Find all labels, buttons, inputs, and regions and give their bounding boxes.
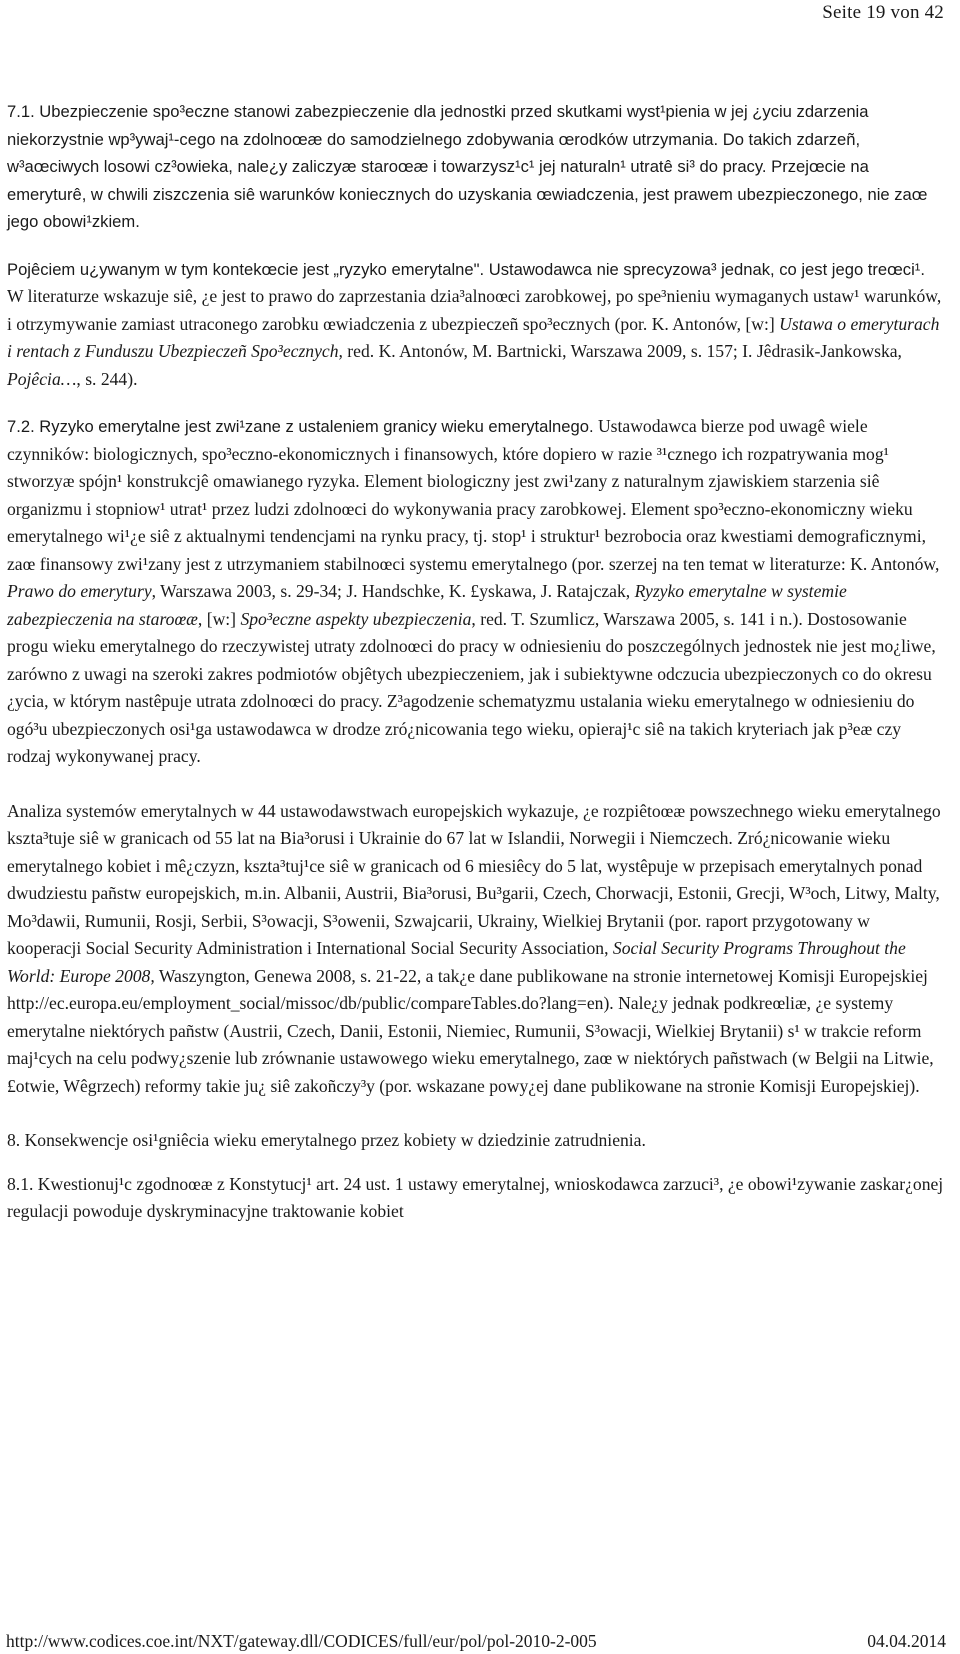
paragraph-8-1: [7, 1171, 945, 1226]
citation-title: Ustawa o emeryturach i rentach z Funduszu Ubezpieczeñ Spo³ecznych,: [7, 313, 940, 361]
citation-title: Prawo do emerytury: [7, 581, 152, 601]
text-run: , [w:]: [197, 608, 241, 629]
text-run: , red. T. Szumlicz, Warszawa 2005, s. 141 i n.). Dostosowanie progu wieku emerytalnego do rzeczywistej utraty zdolnoœci do pracy w odniesieniu do poszczególnych jednostek nie jest mo¿liwe, zarówno z uwagi na szeroki zakres podmiotów objêtych ubezpieczeniem, jak i subiektywne odczucia ubezpieczonych co do okresu ¿ycia, w którym nastêpuje utrata zdolnoœci do pracy. Z³agodzenie schematyzmu ustalania wieku emerytalnego w odniesieniu do ogó³u ubezpieczonych osi¹ga ustawodawca w drodze zró¿nicowania tego wieku, opieraj¹c siê na takich kryteriach jak p³eæ czy rodzaj wykonywanej pracy.: [7, 608, 936, 766]
text-run: 8.1. Kwestionuj¹c zgodnoœæ z Konstytucj¹ art. 24 ust. 1 ustawy emerytalnej, wnioskodawca zarzuci³, ¿e obowi¹zywanie zaskar¿onej regulacji powoduje dyskryminacyjne traktowanie kobiet: [7, 1173, 944, 1221]
document-body: [7, 98, 945, 1226]
text-run: Ustawodawca bierze pod uwagê wiele czynników: biologicznych, spo³eczno-ekonomicznych i finansowych, które dopiero w razie ³¹cznego ich rozpatrywania mog¹ stworzyæ spójn¹ konstrukcjê omawianego ryzyka. Element biologiczny jest zwi¹zany z naturalnym zjawiskiem starzenia siê organizmu i stopniow¹ utrat¹ przez ludzi zdolnoœci do wykonywania pracy zarobkowej. Element spo³eczno-ekonomiczny wieku emerytalnego wi¹¿e siê z aktualnymi tendencjami na rynku pracy, tj. stop¹ i struktur¹ bezrobocia oraz kwestiami demograficznymi, zaœ finansowy zwi¹zany jest z utrzymaniem stabilnoœci systemu emerytalnego (por. szerzej na ten temat w literaturze: K. Antonów,: [7, 416, 940, 574]
text-run: 7.1. Ubezpieczenie spo³eczne stanowi zabezpieczenie dla jednostki przed skutkami wyst¹pienia w jej ¿yciu zdarzenia niekorzystnie wp³ywaj¹-cego na zdolnoœæ do samodzielnego zdobywania œrodków utrzymania.: [7, 102, 869, 149]
citation-title: Pojêcia…: [7, 368, 77, 389]
paragraph-7-1: [7, 98, 945, 236]
text-run: Przejœcie na emeryturê, w chwili ziszczenia siê warunków koniecznych do uzyskania œwiadczenia, jest prawem ubezpieczonego, nie zaœ jego obowi¹zkiem.: [7, 157, 928, 231]
paragraph-7-2: [7, 413, 945, 771]
text-run: , Warszawa 2003, s. 29-34; J. Handschke, K. £yskawa, J. Ratajczak,: [151, 581, 635, 601]
citation-title: Spo³eczne aspekty ubezpieczenia: [240, 608, 472, 629]
source-url-link[interactable]: http://www.codices.coe.int/NXT/gateway.dll/CODICES/full/eur/pol/pol-2010-2-005: [6, 1631, 597, 1651]
text-run: Waszyngton, Genewa 2008, s. 21-22, a tak¿e dane publikowane na stronie internetowej Komisji Europejskiej http://ec.europa.eu/employment_social/missoc/db/public/compareTables.do?lang=en). Nale¿y jednak podkreœliæ, ¿e systemy emerytalne niektórych pañstw (Austrii, Czech, Danii, Estonii, Niemiec, Rumunii, S³owacji, Wielkiej Brytanii) s¹ w trakcie reform maj¹cych na celu podwy¿szenie lub zrównanie ustawowego wieku emerytalnego, zaœ w niektórych pañstwach (w Belgii na Litwie, £otwie, Wêgrzech) reformy takie ju¿ siê zakoñczy³y (por. wskazane powy¿ej dane publikowane na stronie Komisji Europejskiej).: [7, 965, 934, 1096]
print-date: 04.04.2014: [867, 1631, 946, 1651]
page-footer: [6, 1631, 946, 1652]
citation-title: Social Security Programs Throughout the World: Europe 2008,: [7, 938, 906, 986]
text-run: Do takich zdarzeñ, w³aœciwych losowi cz³owieka, nale¿y zaliczyæ staroœæ i towarzysz¹c¹ jej naturaln¹ utratê si³ do pracy.: [7, 129, 861, 176]
text-run: Analiza systemów emerytalnych w 44 ustawodawstwach europejskich wykazuje, ¿e rozpiêtoœæ powszechnego wieku emerytalnego kszta³tuje siê w granicach od 55 lat na Bia³orusi i Ukrainie do 67 lat w Islandii, Norwegii i Niemczech. Zró¿nicowanie wieku emerytalnego kobiet i mê¿czyzn, kszta³tuj¹ce siê w granicach od 6 miesiêcy do 5 lat, wystêpuje w przepisach emerytalnych ponad dwudziestu pañstw europejskich, m.in. Albanii, Austrii, Bia³orusi, Bu³garii, Czech, Chorwacji, Estonii, Grecji, W³och, Litwy, Malty, Mo³dawii, Rumunii, Rosji, Serbii, S³owacji, S³owenii, Szwajcarii, Ukrainy, Wielkiej Brytanii (por. raport przygotowany w kooperacji Social Security Administration i International Social Security Association,: [7, 800, 941, 958]
paragraph-analiza-systemow: [7, 798, 945, 1101]
section-heading-8: [7, 1127, 945, 1155]
text-run: red. K. Antonów, M. Bartnicki, Warszawa 2009, s. 157; I. Jêdrasik-Jankowska,: [342, 341, 902, 361]
text-run: Pojêciem u¿ywanym w tym kontekœcie jest „ryzyko emerytalne". Ustawodawca nie sprecyzowa³ jednak, co jest jego treœci¹.: [7, 259, 925, 279]
text-run: 8. Konsekwencje osi¹gniêcia wieku emerytalnego przez kobiety w dziedzinie zatrudnienia.: [7, 1130, 646, 1150]
paragraph-ryzyko-definicja: [7, 256, 945, 394]
citation-title: Ryzyko emerytalne w systemie zabezpieczenia na staroœæ: [7, 581, 847, 629]
text-run: 7.2. Ryzyko emerytalne jest zwi¹zane z ustaleniem granicy wieku emerytalnego.: [7, 417, 594, 436]
text-run: W literaturze wskazuje siê, ¿e jest to prawo do zaprzestania dzia³alnoœci zarobkowej, po spe³nieniu wymaganych ustaw¹ warunków, i otrzymywanie zamiast utraconego zarobku œwiadczenia z ubezpieczeñ spo³ecznych (por. K. Antonów, [w:]: [7, 286, 942, 334]
page-number-label: Seite 19 von 42: [822, 2, 944, 23]
text-run: , s. 244).: [76, 368, 138, 389]
